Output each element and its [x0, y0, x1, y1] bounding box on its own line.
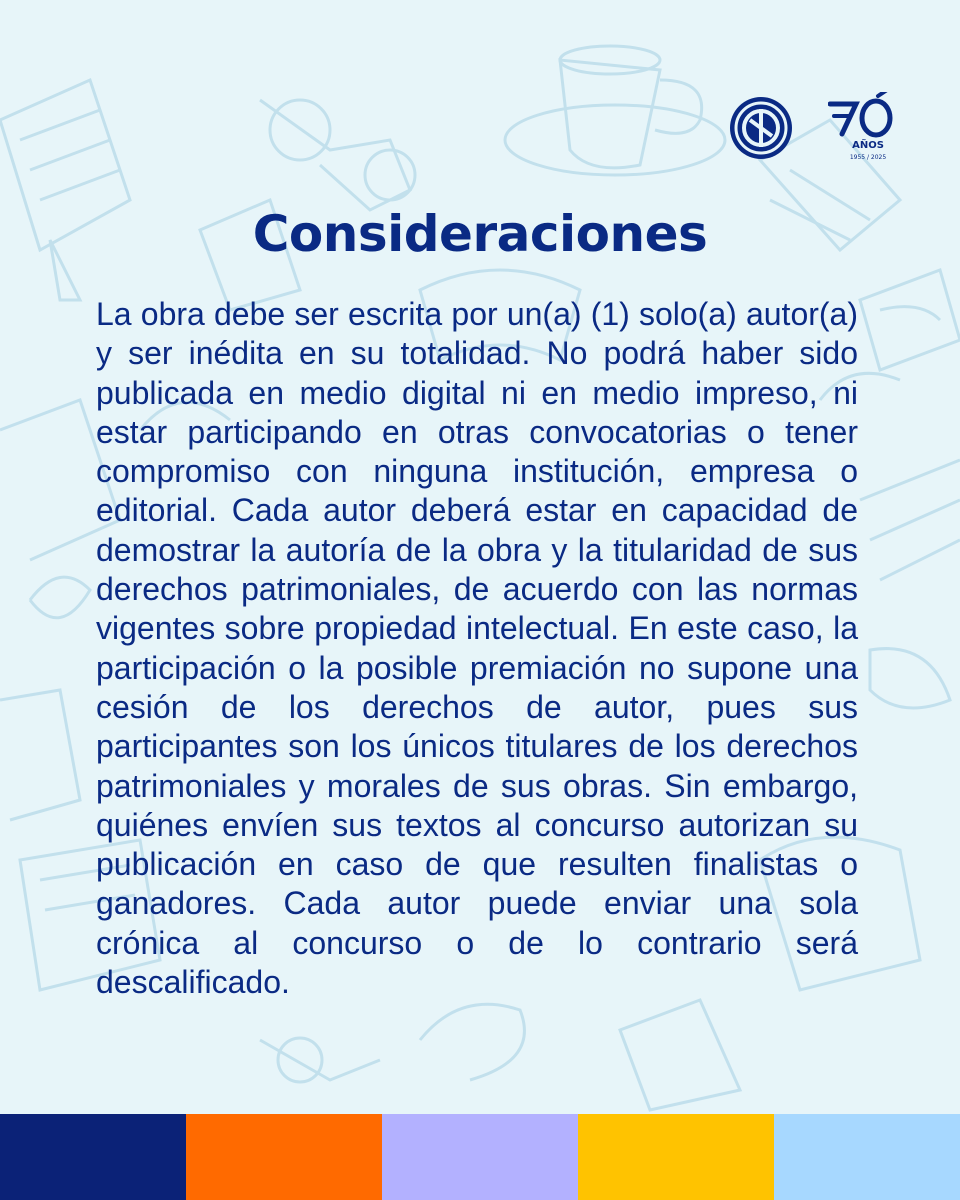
stripe-light-blue: [774, 1114, 960, 1200]
stripe-yellow: [578, 1114, 774, 1200]
page-title: Consideraciones: [252, 205, 708, 263]
stripe-navy: [0, 1114, 186, 1200]
header-logos: [728, 92, 900, 164]
body-paragraph: La obra debe ser escrita por un(a) (1) solo(a) autor(a) y ser inédita en su totalidad. No podrá haber sido publicada en medio digital ni en medio impreso, ni estar participando en otras convocatorias o tener compromiso con ninguna institución, empresa o editorial. Cada autor deberá estar en capacidad de demostrar la autoría de la obra y la titularidad de sus derechos patrimoniales, de acuerdo con las normas vigentes sobre propiedad intelectual. En este caso, la participación o la posible premiación no supone una cesión de los derechos de autor, pues sus participantes son los únicos titulares de los derechos patrimoniales y morales de sus obras. Sin embargo, quiénes envíen sus textos al concurso autorizan su publicación en caso de que resulten finalistas o ganadores. Cada autor puede enviar una sola crónica al concurso o de lo contrario será descalificado.: [96, 296, 858, 1001]
70-years-logo-icon: [828, 92, 900, 164]
circular-seal-logo-icon: [728, 95, 794, 161]
anniversary-logo: [828, 92, 900, 164]
stripe-lavender: [382, 1114, 578, 1200]
anniversary-word: AÑOS: [852, 140, 884, 151]
color-stripe-bar: [0, 1114, 960, 1200]
anniversary-years: 1955 / 2025: [849, 154, 887, 161]
stripe-orange: [186, 1114, 382, 1200]
